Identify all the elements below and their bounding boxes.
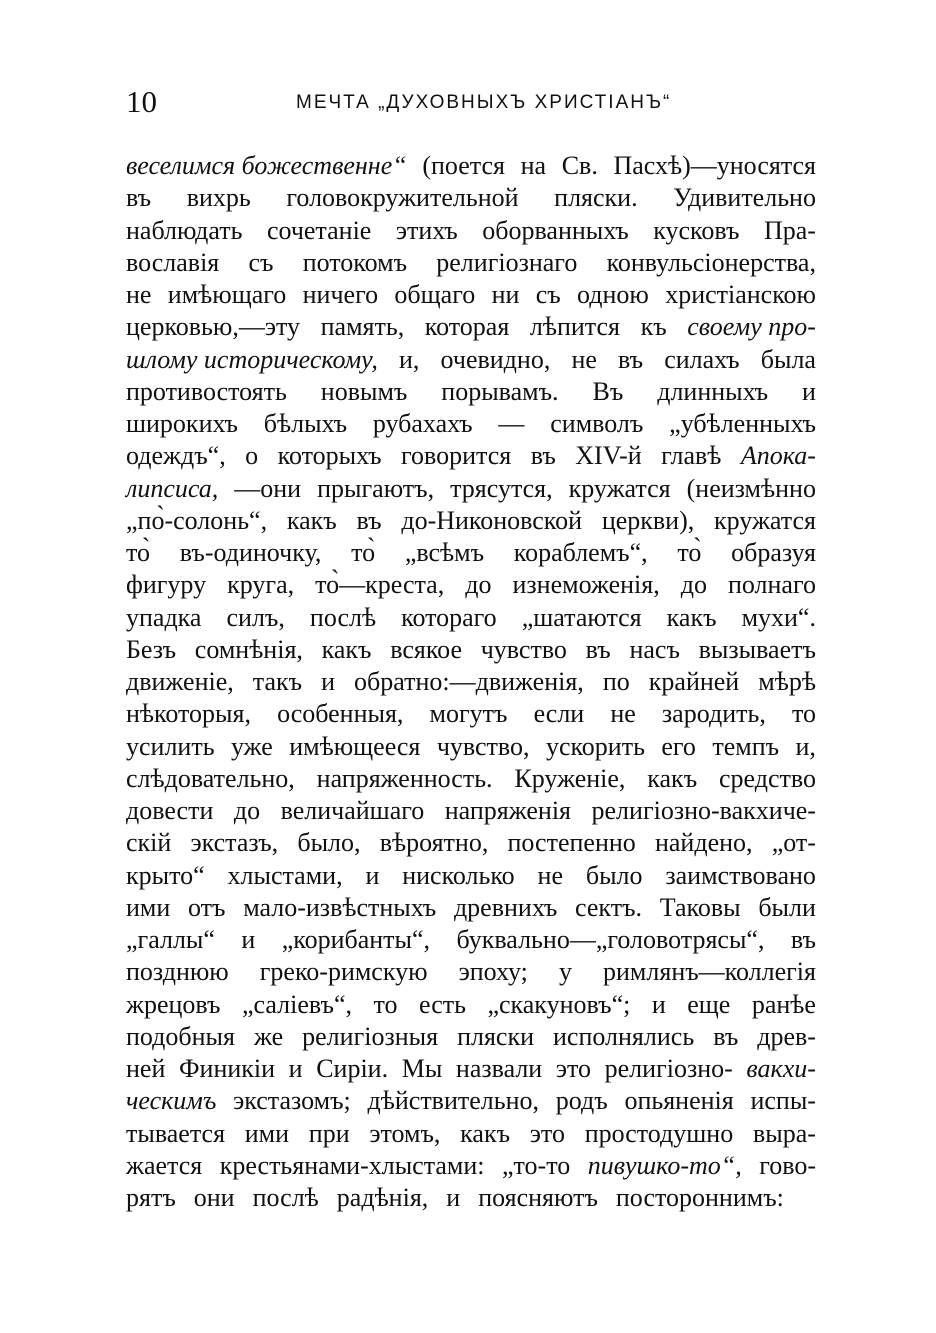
word: еще (687, 989, 731, 1019)
word: религіозно- (604, 1054, 733, 1083)
word: напряженія (444, 796, 572, 825)
text-line (126, 505, 816, 537)
word: христіанскою (665, 280, 816, 309)
word: вихрь (186, 183, 251, 213)
word: послѣ (309, 602, 377, 632)
word: съ (248, 247, 274, 277)
word: послѣ (252, 1183, 319, 1212)
word: имѣющаго (167, 280, 287, 309)
word: мухи“. (741, 602, 816, 632)
text-line (126, 215, 816, 247)
text-line (126, 1053, 816, 1085)
word: пляски (457, 1021, 535, 1051)
word: крайней (648, 667, 740, 696)
word: Безъ (126, 634, 177, 664)
word: это (529, 1118, 565, 1148)
word: римлянъ—коллегія (603, 957, 816, 987)
word: поясняютъ (478, 1183, 598, 1212)
word: въ (585, 634, 611, 664)
word: и (365, 860, 380, 890)
word: упадка (126, 602, 202, 632)
word: одною (577, 280, 649, 309)
word: „галлы“ (126, 925, 215, 954)
word: и (651, 989, 666, 1019)
word: его (661, 731, 696, 761)
page-header (126, 84, 816, 124)
word: силахъ (664, 344, 740, 374)
text-line (126, 344, 816, 376)
word: величайшаго (280, 796, 425, 825)
word: насъ (629, 634, 680, 664)
word: Св. (561, 151, 598, 180)
word: религіознаго (436, 247, 578, 277)
text-line (126, 182, 816, 214)
word: которая (424, 312, 510, 342)
text-line (126, 763, 816, 795)
word: какъ (666, 602, 717, 632)
word: до (233, 796, 261, 825)
word: не (610, 699, 636, 729)
text-line (126, 989, 816, 1021)
word: средство (719, 763, 816, 793)
word: полнаго (727, 570, 816, 600)
word: Сиріи. (316, 1054, 389, 1083)
word: „саліевъ“, (241, 989, 353, 1019)
word: ранѣе (751, 989, 816, 1019)
text-line (126, 311, 816, 343)
word: нѣкоторыя, (126, 699, 251, 729)
text-line (126, 1150, 816, 1182)
word: было (585, 860, 643, 890)
word: какъ (647, 763, 698, 793)
word: липсиса, (126, 473, 219, 503)
word: греко-римскую (259, 957, 428, 987)
word: кусковъ (653, 215, 740, 245)
word: Финикіи (178, 1054, 276, 1083)
word: Круженіе, (514, 763, 626, 793)
word: въ-одиночку, (179, 538, 322, 567)
word: слѣдовательно, (126, 763, 295, 793)
word: какъ (286, 505, 337, 535)
word: трясутся, (450, 473, 553, 503)
word: кружатся (714, 505, 816, 535)
word: буквально—„головотрясы“, (456, 925, 765, 954)
text-line (126, 537, 816, 569)
word: по (602, 667, 630, 696)
word: родъ (555, 1086, 608, 1116)
word: тывается (126, 1118, 226, 1148)
word: не (571, 344, 597, 374)
word: Мы (401, 1054, 443, 1083)
page-number: 10 (126, 84, 157, 119)
word: въ (126, 183, 152, 213)
word: могутъ (429, 699, 508, 729)
word: „скакуновъ“; (487, 989, 631, 1019)
word: было, (297, 828, 361, 858)
word: Таковы (659, 892, 741, 922)
word: выра- (752, 1118, 816, 1148)
word: и (446, 1183, 461, 1212)
word: кружатся (568, 473, 671, 503)
word: ими (126, 892, 171, 922)
word: дѣйствительно, (367, 1086, 540, 1116)
word: была (760, 344, 816, 374)
word: Пра- (763, 215, 816, 245)
word: шлому историческому, (126, 344, 378, 374)
word: веселимся божественне“ (126, 151, 407, 180)
word: особенныя, (277, 699, 404, 729)
word: въ (713, 1021, 739, 1051)
word: новымъ (320, 376, 408, 406)
word: рятъ (126, 1183, 176, 1212)
word: оборванныхъ (482, 215, 629, 245)
word: исполнялись (553, 1021, 695, 1051)
word: не (126, 280, 152, 309)
text-line (126, 666, 816, 698)
word: пивушко-то“, (587, 1150, 742, 1180)
word: фигуру (126, 570, 207, 600)
word: гово- (759, 1150, 816, 1180)
word: символъ (550, 409, 644, 438)
word: обратно:—движенія, (354, 667, 584, 696)
word: жается (126, 1150, 203, 1180)
word: „убѣленныхъ (669, 409, 816, 438)
word: изнеможенія, (512, 570, 660, 600)
word: нисколько (402, 860, 515, 890)
word: лѣпится (529, 312, 620, 342)
text-line (126, 860, 816, 892)
word: до (680, 570, 707, 600)
word: то (791, 699, 816, 729)
word: то (373, 989, 398, 1019)
word: ими (244, 1118, 290, 1148)
word: очевидно, (440, 344, 551, 374)
word: напряженность. (316, 763, 493, 793)
text-line (126, 247, 816, 279)
word: въ (790, 925, 816, 954)
word: Удивительно (673, 183, 816, 213)
word: вызываетъ (698, 634, 816, 664)
text-line (126, 956, 816, 988)
word: же (253, 1021, 284, 1051)
word: силъ, (226, 602, 285, 632)
word: эпоху; (458, 957, 528, 987)
word: „от- (771, 828, 816, 858)
text-line (126, 1182, 816, 1214)
word: были (758, 892, 816, 922)
word: бѣлыхъ (263, 409, 348, 438)
text-line (126, 892, 816, 924)
word: назвали (455, 1054, 543, 1083)
word: уже (230, 731, 273, 761)
word: сомнѣнія, (194, 634, 303, 664)
text-line (126, 440, 816, 472)
word: скій (126, 828, 172, 858)
word: то̀ (126, 538, 151, 567)
word: которыхъ (277, 441, 382, 471)
word: заимствовано (665, 860, 816, 890)
word: Пасхѣ)—уносятся (613, 151, 816, 180)
word: „по̀-солонь“, (126, 505, 268, 535)
word: чувство (480, 634, 567, 664)
word: у (558, 957, 572, 987)
word: испы- (750, 1086, 816, 1116)
word: пляски. (554, 183, 638, 213)
word: вѣроятно, (379, 828, 489, 858)
word: и (288, 1054, 303, 1083)
word: на (520, 151, 547, 180)
word: какъ (460, 1118, 511, 1148)
word: при (308, 1118, 350, 1148)
text-line (126, 408, 816, 440)
text-line (126, 634, 816, 666)
word: есть (419, 989, 466, 1019)
word: постепенно (507, 828, 636, 858)
body-text (126, 150, 816, 1214)
word: церкви), (601, 505, 695, 535)
word: порывамъ. (441, 376, 559, 406)
word: говорится (401, 441, 512, 471)
word: всякое (390, 634, 463, 664)
word: (неизмѣнно (686, 473, 816, 503)
word: „то-то (501, 1150, 571, 1180)
word: церковью,—эту (126, 312, 301, 342)
word: до-Никоновской (401, 505, 583, 535)
word: какъ (321, 634, 372, 664)
word: вославія (126, 247, 220, 277)
word: движеніе, (126, 667, 234, 696)
word: экстазомъ; (233, 1086, 351, 1116)
word: наблюдать (126, 215, 243, 245)
word: конвульсіонерства, (606, 247, 816, 277)
word: главѣ (661, 441, 722, 471)
word: этихъ (395, 215, 458, 245)
word: въ (618, 344, 644, 374)
word: „шатаются (521, 602, 642, 632)
word: и (321, 667, 336, 696)
word: это (555, 1054, 592, 1083)
text-line (126, 150, 816, 182)
word: если (533, 699, 585, 729)
word: Въ (592, 376, 624, 406)
word: чувство, (436, 731, 530, 761)
word: сектъ. (575, 892, 643, 922)
word: образуя (731, 538, 816, 567)
word: такъ (252, 667, 303, 696)
word: постороннимъ: (615, 1183, 784, 1212)
word: и, (399, 344, 420, 374)
word: и (802, 376, 816, 406)
word: не (537, 860, 563, 890)
word: потокомъ (302, 247, 408, 277)
text-line (126, 698, 816, 730)
word: (поется (422, 151, 505, 180)
word: сочетаніе (266, 215, 372, 245)
word: противостоять (126, 376, 287, 406)
word: ничего (302, 280, 379, 309)
word: мало-извѣстныхъ (243, 892, 437, 922)
word: —они (234, 473, 302, 503)
word: вакхи- (746, 1054, 816, 1083)
word: крестьянами-хлыстами: (219, 1150, 485, 1180)
word: религіозныя (302, 1021, 439, 1051)
running-title: МЕЧТА „ДУХОВНЫХЪ ХРИСТІАНЪ“ (296, 92, 672, 113)
word: память, (320, 312, 405, 342)
word: широкихъ (126, 409, 238, 438)
text-line (126, 731, 816, 763)
word: позднюю (126, 957, 229, 987)
text-line (126, 376, 816, 408)
word: „корибанты“, (281, 925, 431, 954)
text-line (126, 279, 816, 311)
word: въ (356, 505, 382, 535)
word: XIV-й (575, 441, 642, 471)
word: темпъ (712, 731, 780, 761)
word: ней (126, 1054, 166, 1083)
word: крыто“ (126, 860, 205, 890)
word: одеждъ“, (126, 441, 226, 471)
word: о (245, 441, 259, 471)
word: кораблемъ“, (513, 538, 648, 567)
word: съ (535, 280, 561, 309)
word: они (193, 1183, 235, 1212)
word: общаго (394, 280, 476, 309)
word: зародить, (661, 699, 766, 729)
word: рубахахъ (372, 409, 473, 438)
word: мѣрѣ (758, 667, 816, 696)
word: то̀ (677, 538, 702, 567)
word: своему про- (687, 312, 816, 342)
text-line (126, 924, 816, 956)
text-line (126, 473, 816, 505)
word: то̀—креста, (315, 570, 445, 600)
word: прыгаютъ, (317, 473, 435, 503)
word: „всѣмъ (404, 538, 485, 567)
word: опьяненія (624, 1086, 734, 1116)
word: то̀ (351, 538, 376, 567)
text-line (126, 795, 816, 827)
word: — (498, 409, 525, 438)
word: головокружительной (286, 183, 519, 213)
word: ческимъ (126, 1086, 217, 1116)
text-line (126, 1118, 816, 1150)
word: до (465, 570, 492, 600)
word: подобныя (126, 1021, 235, 1051)
word: этомъ, (369, 1118, 441, 1148)
word: Апока- (740, 441, 816, 471)
text-line (126, 1085, 816, 1117)
text-line (126, 827, 816, 859)
word: найдено, (654, 828, 753, 858)
word: хлыстами, (227, 860, 343, 890)
word: древ- (757, 1021, 816, 1051)
word: простодушно (584, 1118, 734, 1148)
word: усилить (126, 731, 215, 761)
word: и, (795, 731, 816, 761)
word: имѣющееся (289, 731, 421, 761)
word: въ (530, 441, 556, 471)
word: къ (640, 312, 667, 342)
word: длинныхъ (657, 376, 769, 406)
text-line (126, 602, 816, 634)
text-line (126, 569, 816, 601)
word: религіозно-вакхиче- (591, 796, 816, 825)
word: жрецовъ (126, 989, 221, 1019)
word: радѣнія, (336, 1183, 429, 1212)
word: экстазъ, (190, 828, 279, 858)
word: отъ (188, 892, 226, 922)
text-line (126, 1021, 816, 1053)
word: ускорить (545, 731, 645, 761)
word: ни (491, 280, 520, 309)
word: и (241, 925, 256, 954)
word: древнихъ (453, 892, 558, 922)
word: круга, (227, 570, 295, 600)
word: довести (126, 796, 214, 825)
word: котораго (401, 602, 497, 632)
